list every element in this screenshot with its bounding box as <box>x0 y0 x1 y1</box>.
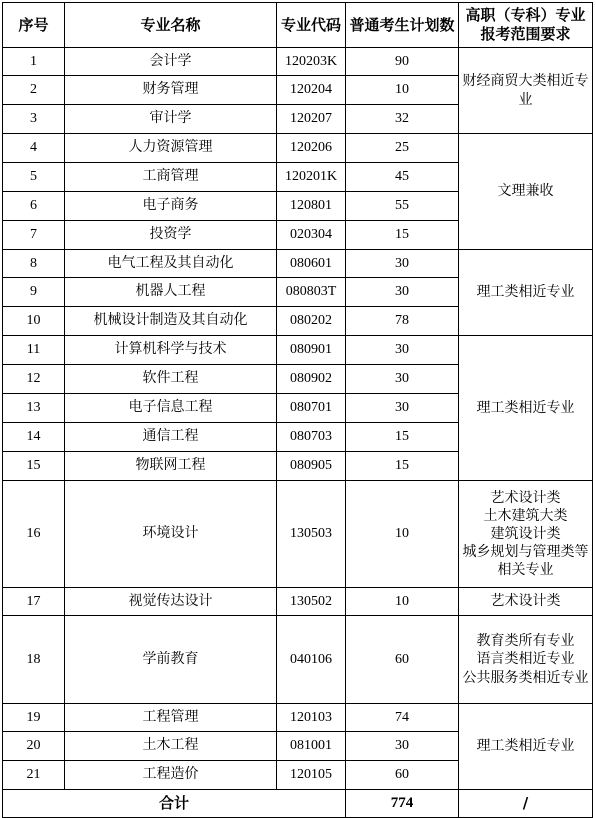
cell-major-code: 120201K <box>277 163 346 192</box>
cell-major-code: 130503 <box>277 481 346 588</box>
cell-major-name: 学前教育 <box>65 616 277 704</box>
cell-major-code: 080803T <box>277 278 346 307</box>
cell-requirement: 财经商贸大类相近专业 <box>459 48 593 134</box>
header-requirement: 高职（专科）专业报考范围要求 <box>459 3 593 48</box>
cell-major-code: 080601 <box>277 250 346 278</box>
cell-major-name: 工程造价 <box>65 761 277 790</box>
cell-plan-count: 10 <box>346 481 459 588</box>
cell-plan-count: 60 <box>346 616 459 704</box>
cell-plan-count: 55 <box>346 192 459 221</box>
total-plan-count: 774 <box>346 790 459 818</box>
cell-seq: 17 <box>3 588 65 616</box>
cell-major-name: 土木工程 <box>65 732 277 761</box>
cell-plan-count: 15 <box>346 423 459 452</box>
cell-major-name: 工程管理 <box>65 704 277 732</box>
cell-seq: 15 <box>3 452 65 481</box>
cell-seq: 13 <box>3 394 65 423</box>
total-row <box>3 790 593 818</box>
cell-major-code: 080703 <box>277 423 346 452</box>
cell-major-code: 080901 <box>277 336 346 365</box>
cell-major-name: 视觉传达设计 <box>65 588 277 616</box>
cell-plan-count: 10 <box>346 588 459 616</box>
cell-major-code: 130502 <box>277 588 346 616</box>
cell-plan-count: 32 <box>346 105 459 134</box>
cell-seq: 11 <box>3 336 65 365</box>
cell-seq: 4 <box>3 134 65 163</box>
cell-major-name: 人力资源管理 <box>65 134 277 163</box>
cell-requirement: 艺术设计类 <box>459 588 593 616</box>
cell-major-name: 投资学 <box>65 221 277 250</box>
cell-seq: 19 <box>3 704 65 732</box>
cell-major-name: 电气工程及其自动化 <box>65 250 277 278</box>
cell-major-code: 020304 <box>277 221 346 250</box>
requirement-line: 公共服务类相近专业 <box>462 669 589 686</box>
table-row <box>3 704 593 732</box>
cell-major-code: 081001 <box>277 732 346 761</box>
requirement-line: 土木建筑大类 <box>483 507 568 524</box>
table-row <box>3 616 593 704</box>
cell-major-code: 080202 <box>277 307 346 336</box>
cell-major-code: 120206 <box>277 134 346 163</box>
cell-requirement <box>459 616 593 704</box>
cell-seq: 14 <box>3 423 65 452</box>
total-label: 合计 <box>3 790 346 818</box>
cell-plan-count: 30 <box>346 365 459 394</box>
cell-major-code: 040106 <box>277 616 346 704</box>
cell-major-name: 计算机科学与技术 <box>65 336 277 365</box>
cell-plan-count: 90 <box>346 48 459 76</box>
cell-requirement: 理工类相近专业 <box>459 250 593 336</box>
cell-requirement: 文理兼收 <box>459 134 593 250</box>
cell-seq: 18 <box>3 616 65 704</box>
cell-major-code: 080905 <box>277 452 346 481</box>
requirement-line: 艺术设计类 <box>490 489 561 506</box>
table-row <box>3 250 593 278</box>
cell-requirement: 理工类相近专业 <box>459 704 593 790</box>
cell-major-code: 120204 <box>277 76 346 105</box>
cell-plan-count: 10 <box>346 76 459 105</box>
cell-major-name: 电子信息工程 <box>65 394 277 423</box>
cell-seq: 3 <box>3 105 65 134</box>
header-major-name: 专业名称 <box>65 3 277 48</box>
cell-major-name: 通信工程 <box>65 423 277 452</box>
table-row <box>3 134 593 163</box>
cell-major-code: 080701 <box>277 394 346 423</box>
cell-plan-count: 15 <box>346 452 459 481</box>
header-major-code: 专业代码 <box>277 3 346 48</box>
table-row <box>3 48 593 76</box>
cell-major-name: 电子商务 <box>65 192 277 221</box>
cell-major-code: 080902 <box>277 365 346 394</box>
cell-major-name: 环境设计 <box>65 481 277 588</box>
table-row <box>3 481 593 588</box>
cell-plan-count: 60 <box>346 761 459 790</box>
cell-requirement: 理工类相近专业 <box>459 336 593 481</box>
cell-major-name: 会计学 <box>65 48 277 76</box>
cell-major-code: 120207 <box>277 105 346 134</box>
header-seq: 序号 <box>3 3 65 48</box>
cell-plan-count: 74 <box>346 704 459 732</box>
cell-major-code: 120801 <box>277 192 346 221</box>
cell-plan-count: 15 <box>346 221 459 250</box>
cell-major-name: 工商管理 <box>65 163 277 192</box>
requirement-line: 教育类所有专业 <box>476 633 575 650</box>
table-row <box>3 588 593 616</box>
enrollment-plan-table <box>2 2 593 818</box>
cell-major-code: 120203K <box>277 48 346 76</box>
cell-seq: 20 <box>3 732 65 761</box>
cell-plan-count: 30 <box>346 336 459 365</box>
cell-major-code: 120105 <box>277 761 346 790</box>
cell-seq: 16 <box>3 481 65 588</box>
cell-requirement <box>459 481 593 588</box>
cell-seq: 6 <box>3 192 65 221</box>
cell-seq: 2 <box>3 76 65 105</box>
requirement-line: 城乡规划与管理类等相关专业 <box>462 544 589 579</box>
cell-seq: 1 <box>3 48 65 76</box>
cell-plan-count: 78 <box>346 307 459 336</box>
cell-major-name: 审计学 <box>65 105 277 134</box>
cell-seq: 10 <box>3 307 65 336</box>
requirement-line: 建筑设计类 <box>490 525 561 542</box>
table-row <box>3 336 593 365</box>
cell-seq: 9 <box>3 278 65 307</box>
cell-seq: 7 <box>3 221 65 250</box>
header-plan-count: 普通考生计划数 <box>346 3 459 48</box>
cell-major-code: 120103 <box>277 704 346 732</box>
requirement-line: 语言类相近专业 <box>476 651 575 668</box>
cell-plan-count: 45 <box>346 163 459 192</box>
cell-seq: 21 <box>3 761 65 790</box>
cell-major-name: 机械设计制造及其自动化 <box>65 307 277 336</box>
total-requirement: / <box>459 790 593 818</box>
cell-seq: 8 <box>3 250 65 278</box>
cell-seq: 12 <box>3 365 65 394</box>
cell-plan-count: 25 <box>346 134 459 163</box>
cell-plan-count: 30 <box>346 394 459 423</box>
cell-plan-count: 30 <box>346 278 459 307</box>
cell-major-name: 软件工程 <box>65 365 277 394</box>
cell-plan-count: 30 <box>346 250 459 278</box>
cell-plan-count: 30 <box>346 732 459 761</box>
cell-major-name: 机器人工程 <box>65 278 277 307</box>
cell-major-name: 物联网工程 <box>65 452 277 481</box>
cell-major-name: 财务管理 <box>65 76 277 105</box>
header-row <box>3 3 593 48</box>
cell-seq: 5 <box>3 163 65 192</box>
